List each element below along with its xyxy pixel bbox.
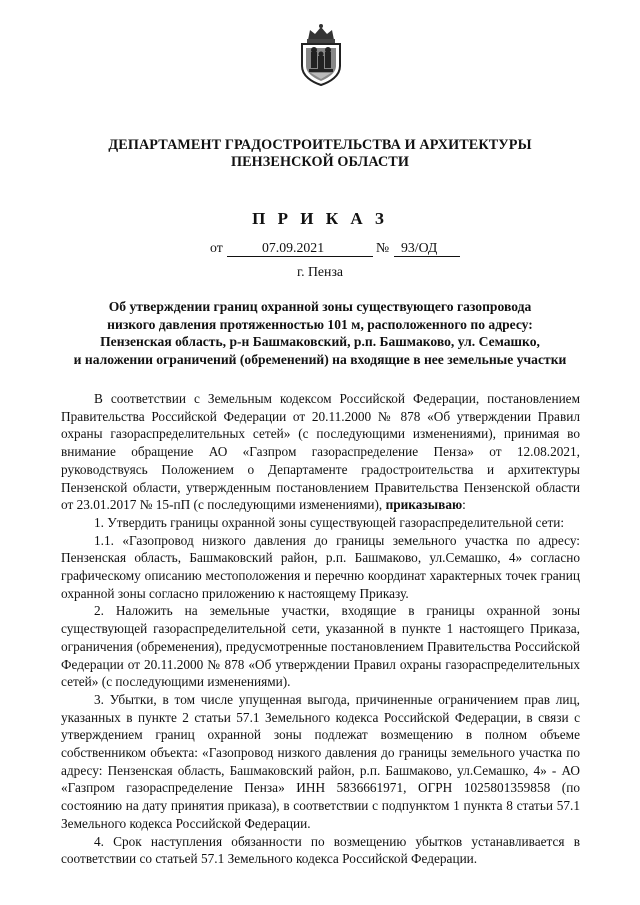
preamble-paragraph (61, 390, 580, 514)
order-title: П Р И К А З (252, 209, 388, 228)
subject-line-1: Об утверждении границ охранной зоны существующего газопровода (108, 299, 532, 314)
paragraph-2: 2. Наложить на земельные участки, входящие в границы охранной зоны существующей газораспределительной сети, указанной в пункте 1 настоящего Приказа, ограничения (обременения), предусмотренные постановлением Правительства Российской Федерации от 20.11.2000 № 878 «Об утверждении Правил охраны газораспределительных сетей» (с последующими изменениями). (61, 603, 580, 690)
coat-of-arms-icon (296, 22, 346, 86)
subject-line-3: Пензенская область, р-н Башмаковский, р.п. Башмаково, ул. Семашко, (100, 334, 540, 350)
number-prefix: № (376, 240, 390, 255)
order-city: г. Пенза (296, 264, 344, 279)
order-number: 93/ОД (401, 240, 438, 255)
paragraph-4: 4. Срок наступления обязанности по возмещению убытков устанавливается в соответствии со статьей 57.1 Земельного кодекса Российской Федерации. (61, 833, 580, 867)
order-date: 07.09.2021 (262, 240, 325, 255)
preamble-keyword: приказываю (385, 497, 463, 513)
preamble-end: : (462, 497, 466, 513)
date-underline (227, 256, 373, 257)
department-line-2: ПЕНЗЕНСКОЙ ОБЛАСТИ (230, 154, 410, 170)
order-body (61, 390, 580, 868)
paragraph-3: 3. Убытки, в том числе упущенная выгода, причиненные ограничением прав лиц, указанных в пункте 2 статьи 57.1 Земельного кодекса Российской Федерации, в связи с утверждением границ охранной зоны подлежат возмещению в полном объеме собственником объекта: «Газопровод низкого давления до границы земельного участка по адресу: Пензенская область, Башмаковский район, р.п. Башмаково, ул.Семашко, 4» - АО «Газпром газораспределение Пенза» ИНН 5836661971, ОГРН 1025801359858 (по состоянию на дату принятия приказа), в соответствии с подпунктом 1 пункта 8 статьи 57.1 Земельного кодекса Российской Федерации. (61, 691, 580, 831)
paragraph-1: 1. Утвердить границы охранной зоны существующей газораспределительной сети: (94, 514, 565, 530)
date-prefix: от (210, 240, 223, 255)
number-underline (394, 256, 460, 257)
preamble-text: В соответствии с Земельным кодексом Российской Федерации, постановлением Правительства Российской Федерации от 20.11.2000 № 878 «Об утверждении Правил охраны газораспределительных сетей» (с последующими изменениями), принимая во внимание обращение АО «Газпром газораспределение Пенза» от 12.08.2021, руководствуясь Положением о Департаменте градостроительства и архитектуры Пензенской области, утвержденным постановлением Правительства Пензенской области от 23.01.2017 № 15-пП (с последующими изменениями), (61, 391, 580, 513)
department-line-1: ДЕПАРТАМЕНТ ГРАДОСТРОИТЕЛЬСТВА И АРХИТЕКТУРЫ (108, 137, 532, 153)
order-subject (56, 298, 584, 368)
subject-line-4: и наложении ограничений (обременений) на входящие в нее земельные участки (73, 351, 567, 367)
subject-line-2: низкого давления протяженностью 101 м, расположенного по адресу: (107, 316, 533, 332)
paragraph-1-1: 1.1. «Газопровод низкого давления до границы земельного участка по адресу: Пензенская область, Башмаковский район, р.п. Башмаково, ул.Семашко, 4» согласно графическому описанию местоположения и перечню координат характерных точек границ охранной зоны согласно приложению к настоящему Приказу. (61, 532, 580, 601)
department-name (60, 137, 580, 171)
